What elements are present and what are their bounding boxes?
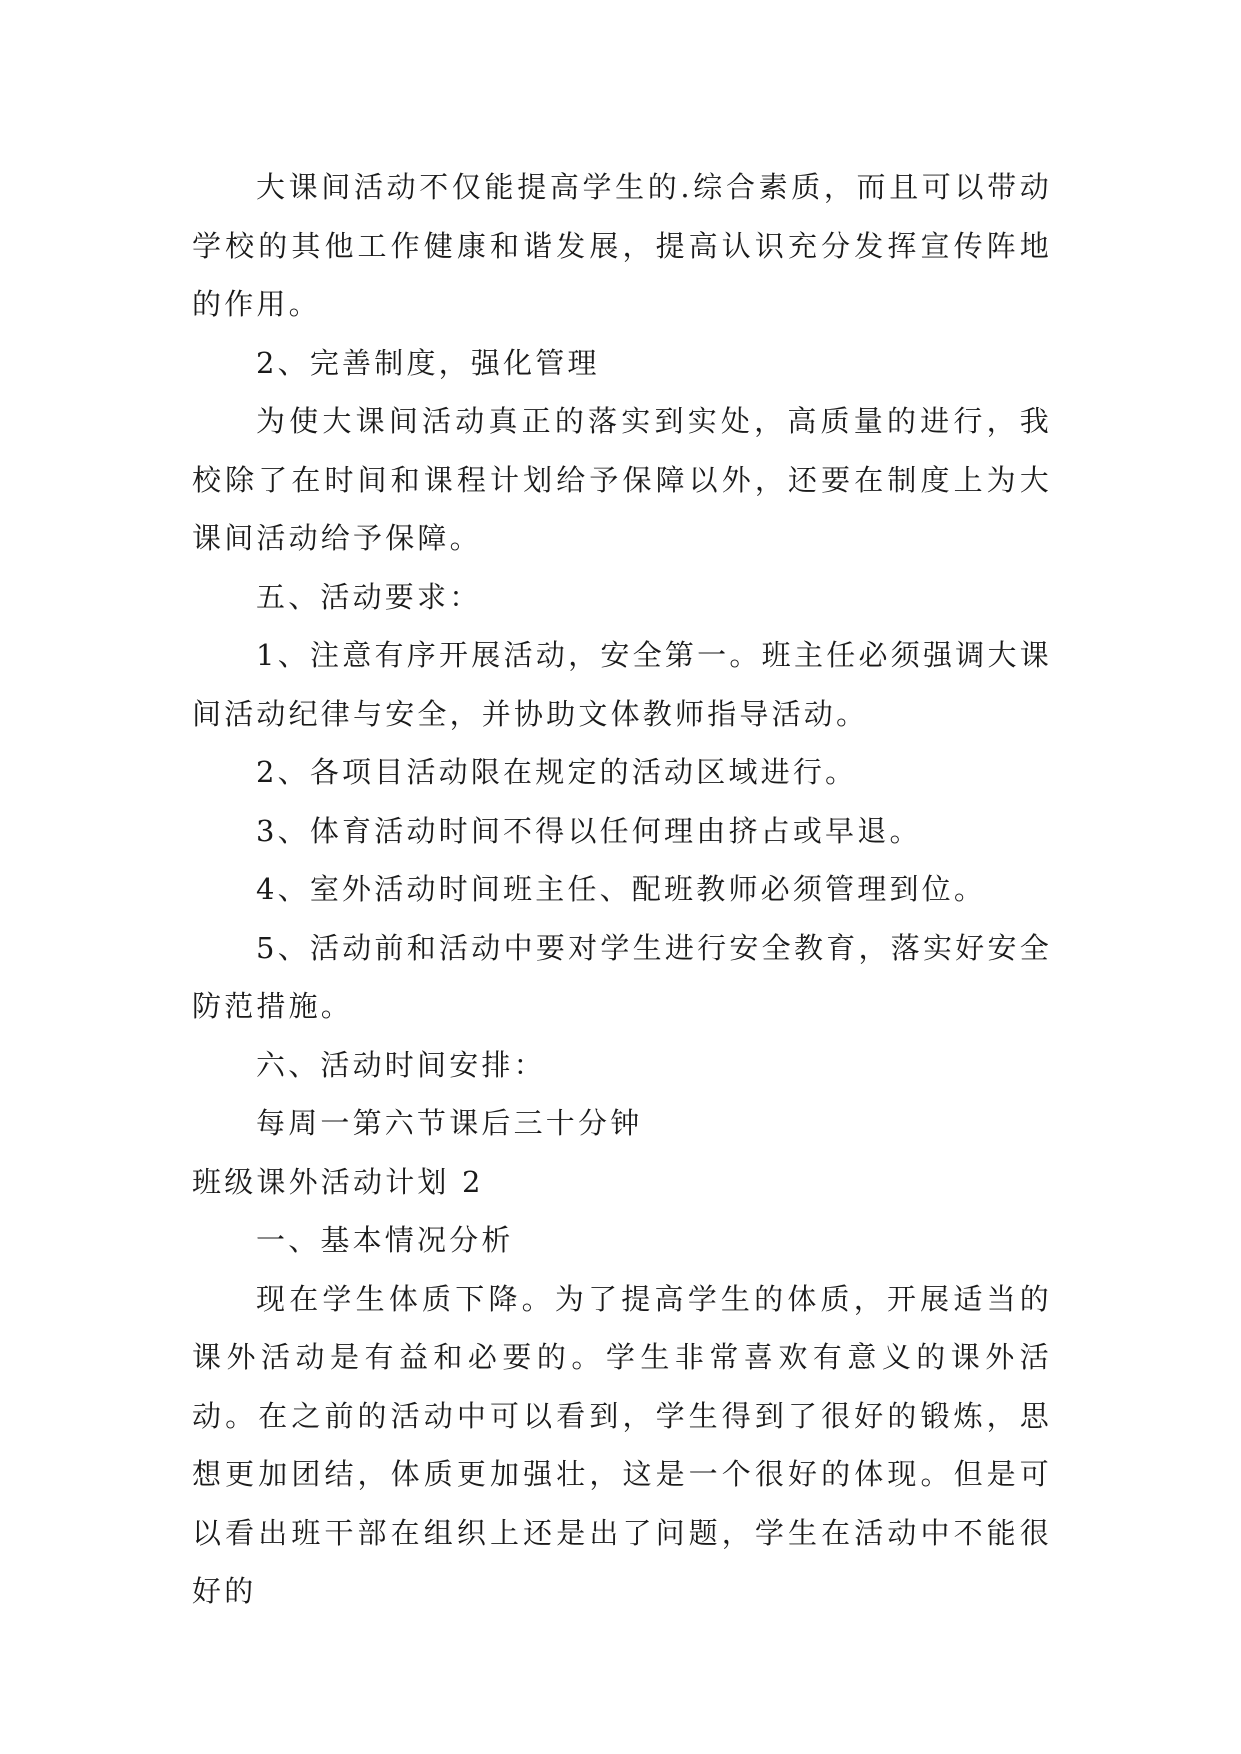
list-item: 5、活动前和活动中要对学生进行安全教育，落实好安全防范措施。 xyxy=(192,930,1052,1023)
list-item: 4、室外活动时间班主任、配班教师必须管理到位。 xyxy=(256,872,987,906)
section-heading: 一、基本情况分析 xyxy=(256,1223,514,1257)
paragraph: 大课间活动不仅能提高学生的.综合素质，而且可以带动学校的其他工作健康和谐发展，提高认识充分发挥宣传阵地的作用。 xyxy=(192,170,1052,321)
section-subheading: 2、完善制度，强化管理 xyxy=(256,345,600,380)
section-heading: 五、活动要求： xyxy=(256,579,482,614)
section-heading: 六、活动时间安排： xyxy=(256,1047,546,1082)
paragraph: 为使大课间活动真正的落实到实处，高质量的进行，我校除了在时间和课程计划给予保障以外，还要在制度上为大课间活动给予保障。 xyxy=(192,404,1052,555)
document-title: 班级课外活动计划 2 xyxy=(192,1164,484,1199)
list-item: 1、注意有序开展活动，安全第一。班主任必须强调大课间活动纪律与安全，并协助文体教师指导活动。 xyxy=(192,638,1052,731)
paragraph: 现在学生体质下降。为了提高学生的体质，开展适当的课外活动是有益和必要的。学生非常喜欢有意义的课外活动。在之前的活动中可以看到，学生得到了很好的锻炼，思想更加团结，体质更加强壮，这是一个很好的体现。但是可以看出班干部在组织上还是出了问题，学生在活动中不能很好的 xyxy=(192,1281,1052,1608)
document-body xyxy=(192,158,1052,1621)
list-item: 2、各项目活动限在规定的活动区域进行。 xyxy=(256,755,858,789)
list-item: 3、体育活动时间不得以任何理由挤占或早退。 xyxy=(256,813,922,848)
paragraph: 每周一第六节课后三十分钟 xyxy=(256,1106,643,1140)
